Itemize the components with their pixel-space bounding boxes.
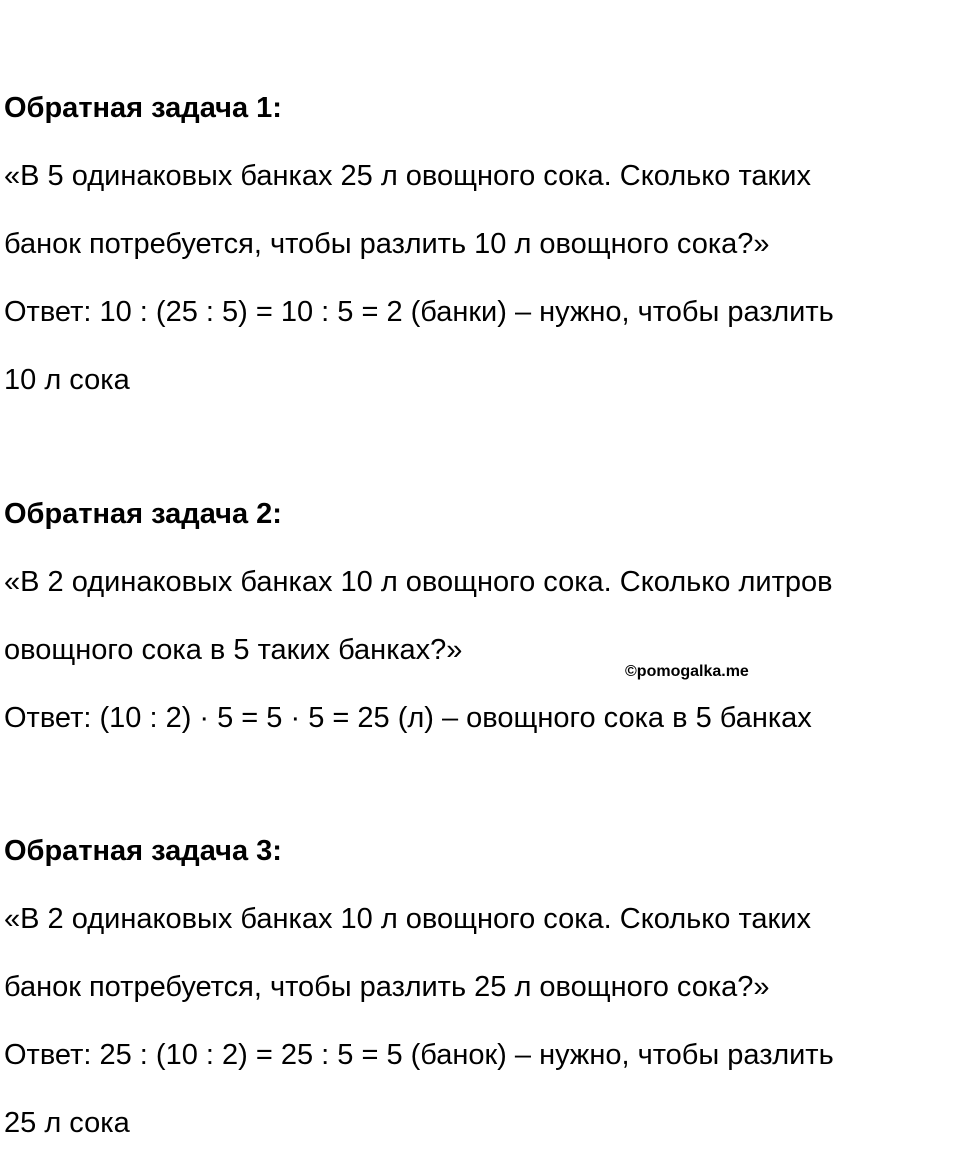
watermark: ©pomogalka.me — [625, 663, 749, 680]
task-text-line: банок потребуется, чтобы разлить 10 л овощного сока?» — [4, 228, 770, 260]
answer-line: 10 л сока — [4, 364, 130, 396]
task-heading: Обратная задача 2: — [4, 498, 282, 530]
task-heading: Обратная задача 1: — [4, 92, 282, 124]
task-text-line: «В 2 одинаковых банках 10 л овощного сока. Сколько таких — [4, 903, 811, 935]
answer-line: 25 л сока — [4, 1107, 130, 1139]
task-text-line: «В 2 одинаковых банках 10 л овощного сока. Сколько литров — [4, 566, 833, 598]
answer-line: Ответ: 25 : (10 : 2) = 25 : 5 = 5 (банок) – нужно, чтобы разлить — [4, 1039, 834, 1071]
task-heading: Обратная задача 3: — [4, 835, 282, 867]
answer-line: Ответ: (10 : 2) · 5 = 5 · 5 = 25 (л) – овощного сока в 5 банках — [4, 702, 812, 734]
task-1 — [4, 74, 954, 414]
task-2 — [4, 480, 954, 752]
task-3 — [4, 817, 954, 1157]
task-text-line: «В 5 одинаковых банках 25 л овощного сока. Сколько таких — [4, 160, 811, 192]
answer-line: Ответ: 10 : (25 : 5) = 10 : 5 = 2 (банки) – нужно, чтобы разлить — [4, 296, 834, 328]
task-text-line: овощного сока в 5 таких банках?» — [4, 634, 463, 666]
task-text-line: банок потребуется, чтобы разлить 25 л овощного сока?» — [4, 971, 770, 1003]
